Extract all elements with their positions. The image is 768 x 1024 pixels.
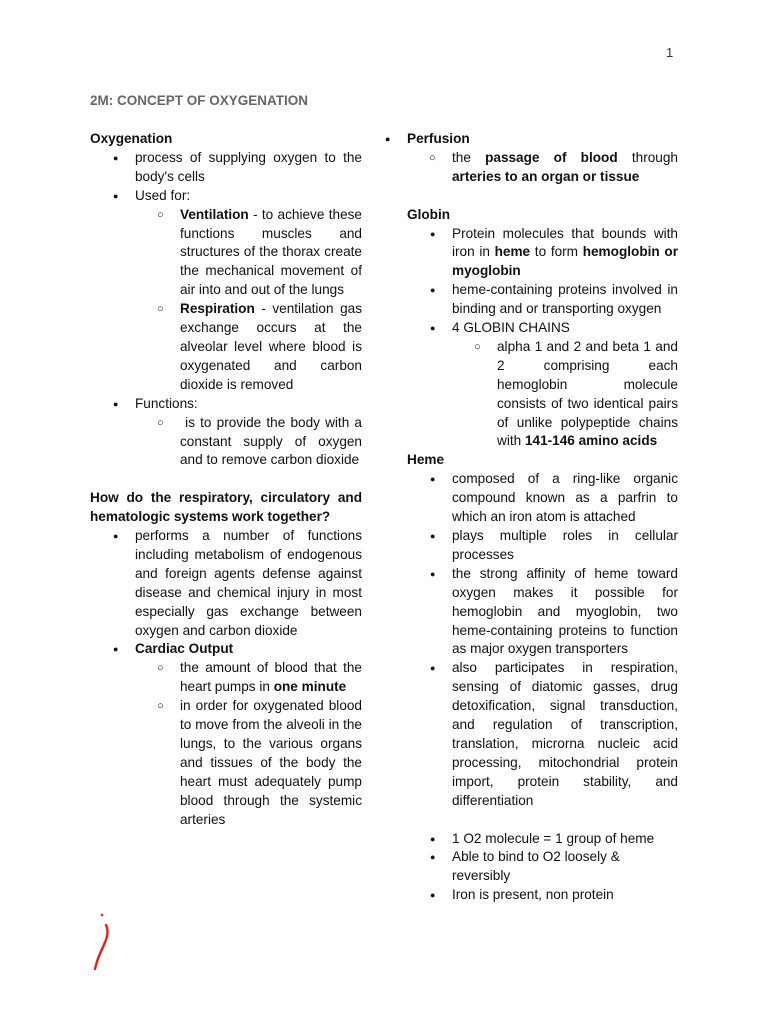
list-item xyxy=(90,527,362,640)
term-perfusion: Perfusion xyxy=(407,131,470,146)
bullet-text: 1 O2 molecule = 1 group of heme xyxy=(452,830,655,846)
definition-text: - ventilation gas exchange occurs at the alveolar level where blood is oxygenated and carbon dioxide is removed xyxy=(180,301,362,392)
bullet-text: process of supplying oxygen to the body's cells xyxy=(135,149,362,184)
term-respiration: Respiration xyxy=(180,301,255,317)
list-item xyxy=(362,130,682,187)
definition-text: is to provide the body with a constant supply of oxygen and to remove carbon dioxide xyxy=(180,414,366,468)
definition-text: the amount of blood that the heart pumps in xyxy=(180,660,362,695)
sublist-item xyxy=(452,338,678,451)
left-column xyxy=(90,130,366,830)
bullet-text: the strong affinity of heme toward oxygen makes it possible for hemoglobin and myoglobin, two heme-containing proteins to function as major oxygen transporters xyxy=(452,565,678,657)
definition-text: in order for oxygenated blood to move from the alveoli in the lungs, to the various organs and tissues of the body the heart must adequately pump blood through the systemic arteries xyxy=(180,698,362,827)
sublist-item-respiration xyxy=(135,300,362,395)
sublist-item xyxy=(135,414,366,471)
bullet-text: Functions: xyxy=(135,395,198,411)
bullet-text: Protein molecules that bounds with iron in xyxy=(452,225,678,260)
sublist-item xyxy=(407,149,682,187)
list-item xyxy=(407,281,678,319)
heme-facts-list xyxy=(407,830,678,906)
perfusion-sublist xyxy=(407,149,682,187)
list-item xyxy=(407,830,678,849)
list-item xyxy=(407,886,678,905)
definition-text: - to achieve these functions muscles and structures of the thorax create the mechanical movement of air into and out of the lungs xyxy=(180,206,362,298)
globin-heading: Globin xyxy=(407,206,451,222)
emphasis-text: passage of blood xyxy=(485,149,618,165)
term-cardiac-output: Cardiac Output xyxy=(135,641,234,657)
bullet-text: Able to bind to O2 loosely & reversibly xyxy=(452,849,620,884)
page-number: 1 xyxy=(666,45,674,60)
bullet-text: composed of a ring-like organic compound known as a parfrin to which an iron atom is attached xyxy=(452,471,678,525)
list-item xyxy=(407,848,678,886)
list-item xyxy=(90,187,362,395)
heme-list xyxy=(407,470,678,810)
list-item xyxy=(90,640,362,829)
functions-sublist xyxy=(135,414,366,471)
sublist-item xyxy=(135,697,362,829)
list-item xyxy=(407,527,678,565)
emphasis-text: 141-146 amino acids xyxy=(524,433,658,449)
globin-list xyxy=(407,225,678,452)
globin-chains-sublist xyxy=(452,338,678,451)
list-item xyxy=(407,319,678,451)
used-for-sublist xyxy=(135,206,362,395)
systems-list xyxy=(90,527,362,830)
oxygenation-list xyxy=(90,149,366,470)
emphasis-text: heme xyxy=(494,244,531,260)
right-column xyxy=(407,130,682,905)
list-item xyxy=(407,565,678,660)
cardiac-output-sublist xyxy=(135,659,362,829)
bullet-text: 4 GLOBIN CHAINS xyxy=(452,320,570,336)
list-item xyxy=(407,470,678,527)
definition-text: through xyxy=(617,149,682,165)
pen-mark-icon xyxy=(90,908,120,978)
bullet-text: plays multiple roles in cellular processes xyxy=(452,528,678,562)
emphasis-text: one minute xyxy=(273,679,347,695)
bullet-text: Used for: xyxy=(135,187,191,203)
perfusion-list xyxy=(362,130,682,187)
bullet-text: performs a number of functions including metabolism of endogenous and foreign agents defense against disease and chemical injury in most especially gas exchange between oxygen and carbon dioxide xyxy=(135,528,362,638)
question-heading: How do the respiratory, circulatory and hematologic systems work together? xyxy=(90,490,362,525)
list-item xyxy=(407,659,678,810)
list-item xyxy=(407,225,678,282)
bullet-text: Iron is present, non protein xyxy=(452,887,614,903)
bullet-text: also participates in respiration, sensing of diatomic gasses, drug detoxification, signal transduction, and regulation of transcription, translation, microrna nucleic acid processing, mitochondrial protein import, protein stability, and differentiation xyxy=(452,660,678,808)
heme-heading: Heme xyxy=(407,452,445,468)
oxygenation-heading: Oxygenation xyxy=(90,131,173,146)
list-item xyxy=(90,395,366,471)
bullet-text: heme-containing proteins involved in binding and or transporting oxygen xyxy=(452,282,678,317)
sublist-item-ventilation xyxy=(135,206,362,301)
bullet-text: to form xyxy=(530,244,583,260)
definition-text: alpha 1 and 2 and beta 1 and 2 comprising each hemoglobin molecule consists of two identical pairs of unlike polypeptide chains with xyxy=(497,338,678,449)
emphasis-text: hemoglobin or myoglobin xyxy=(452,244,678,279)
sublist-item xyxy=(135,659,362,697)
term-ventilation: Ventilation xyxy=(180,206,249,222)
list-item xyxy=(90,149,362,187)
document-title: 2M: CONCEPT OF OXYGENATION xyxy=(90,93,309,108)
definition-text: the xyxy=(452,149,486,165)
emphasis-text: arteries to an organ or tissue xyxy=(452,168,640,184)
